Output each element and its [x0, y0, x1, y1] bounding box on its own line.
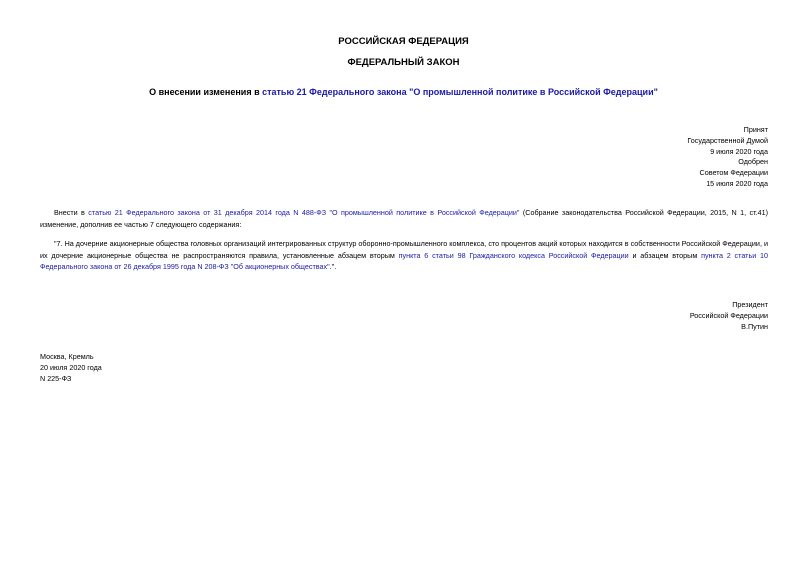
- approved-label: Одобрен: [738, 157, 768, 167]
- signer-name: В.Путин: [741, 321, 768, 331]
- document-type-heading: ФЕДЕРАЛЬНЫЙ ЗАКОН: [347, 57, 460, 68]
- p2-civil-code-link[interactable]: пункта 6 статьи 98 Гражданского кодекса Российской Федерации: [398, 250, 629, 260]
- signing-date: 20 июля 2020 года: [40, 362, 102, 372]
- p2-text-3: .".: [329, 262, 337, 272]
- title-article-link[interactable]: статью 21 Федерального закона "О промышленной политике в Российской Федерации": [262, 87, 658, 97]
- document-title: [0, 87, 807, 97]
- p1-law-link[interactable]: статью 21 Федерального закона от 31 декабря 2014 года N 488-ФЗ "О промышленной политике в Российской Федерации": [88, 208, 520, 217]
- approved-by: Советом Федерации: [699, 168, 768, 178]
- p1-prefix: Внести в: [54, 208, 89, 217]
- title-prefix: О внесении изменения в: [149, 87, 263, 97]
- paragraph-1: [40, 207, 768, 230]
- signer-title: Президент: [732, 300, 768, 309]
- p1-suffix: (Собрание законодательства Российской Федерации, 2015, N 1, ст.41) изменение, дополнив ее частью 7 следующего содержания:: [40, 208, 768, 229]
- signer-country: Российской Федерации: [689, 310, 768, 320]
- adopted-date: 9 июля 2020 года: [710, 146, 768, 156]
- law-number: N 225-ФЗ: [40, 373, 72, 383]
- approved-date: 15 июля 2020 года: [706, 178, 768, 188]
- p2-text-1: "7. На дочерние акционерные общества головных организаций интегрированных структур оборонно-промышленного комплекса, сто процентов акций которых находится в собственности Российской Федерации, и их дочерние акционерные общества не распространяются правила, установленные абзацем вторым: [40, 239, 768, 260]
- footer-block: [40, 352, 102, 384]
- paragraph-2: [40, 238, 768, 273]
- p2-joint-stock-law-link[interactable]: пункта 2 статьи 10 Федерального закона от 26 декабря 1995 года N 208-ФЗ "Об акционерных обществах": [40, 250, 769, 272]
- country-heading: РОССИЙСКАЯ ФЕДЕРАЦИЯ: [338, 36, 469, 47]
- adopted-label: Принят: [743, 125, 768, 134]
- adoption-block: [687, 125, 768, 190]
- adopted-by: Государственной Думой: [687, 135, 768, 145]
- signing-place: Москва, Кремль: [40, 352, 94, 361]
- p2-text-2: и абзацем вторым: [628, 250, 702, 260]
- signature-block: [690, 300, 768, 332]
